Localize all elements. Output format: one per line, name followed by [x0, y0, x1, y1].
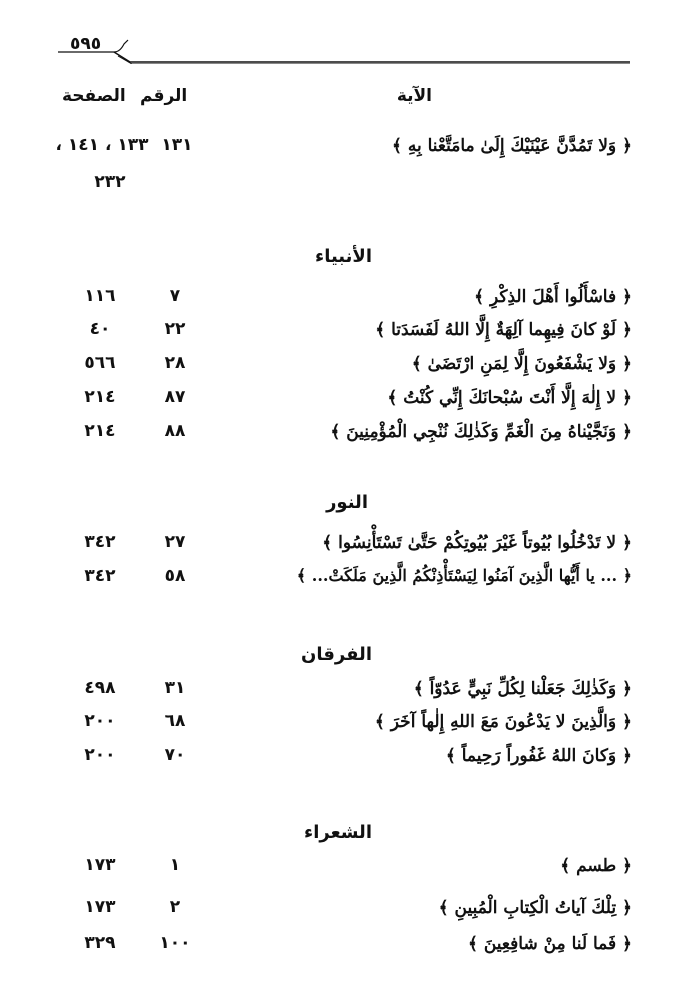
page-ref: ٥٦٦ — [84, 353, 116, 373]
verse-text: ﴿ لا تَدْخُلُوا بُيُوتاً غَيْرَ بُيُوتِكُمْ حَتَّىٰ تَسْتَأْنِسُوا ﴾ — [322, 533, 632, 553]
verse-number: ٧ — [169, 286, 181, 306]
page-ref: ٢٠٠ — [84, 745, 116, 765]
surah-title: النور — [326, 492, 368, 513]
verse-row — [0, 711, 694, 741]
column-header-page: الصفحة — [62, 86, 126, 106]
verse-text: ﴿ ... يا أَيُّها الَّذِينَ آمَنُوا لِيَسْتَأْذِنْكُمُ الَّذِينَ مَلَكَتْ... ﴾ — [296, 566, 632, 585]
verse-number: ١٣١ — [161, 135, 193, 155]
verse-row — [0, 678, 694, 708]
verse-row — [0, 745, 694, 775]
page-ref: ١٧٣ — [84, 855, 116, 875]
page-ref: ٢١٤ — [84, 421, 116, 441]
verse-row — [0, 855, 694, 885]
verse-number: ٨٨ — [164, 421, 186, 441]
verse-row — [0, 319, 694, 349]
verse-row — [0, 532, 694, 562]
verse-number: ١٠٠ — [159, 933, 191, 953]
page-ref: ٣٢٩ — [84, 933, 116, 953]
verse-text: ﴿ لا إِلٰهَ إِلَّا أَنْتَ سُبْحانَكَ إِنِّي كُنْتُ ﴾ — [387, 388, 632, 408]
verse-text: ﴿ فَما لَنا مِنْ شافِعِينَ ﴾ — [467, 934, 632, 954]
verse-number: ٢٧ — [164, 532, 186, 552]
verse-row — [0, 421, 694, 451]
surah-title: الأنبياء — [315, 246, 372, 267]
surah-title: الفرقان — [301, 644, 372, 665]
page-ref: ١٣٣ ، ١٤١ ، — [55, 135, 149, 155]
column-header-verse: الآية — [396, 86, 432, 106]
verse-row — [0, 387, 694, 417]
verse-row — [0, 933, 694, 963]
verse-number: ٣١ — [164, 678, 186, 698]
verse-number: ٦٨ — [164, 711, 186, 731]
verse-text: ﴿ طسم ﴾ — [560, 856, 632, 876]
verse-text: ﴿ وَنَجَّيْناهُ مِنَ الْغَمِّ وَكَذٰلِكَ نُنْجِي الْمُؤْمِنِينَ ﴾ — [330, 422, 632, 442]
verse-text: ﴿ تِلْكَ آياتُ الْكِتابِ الْمُبِينِ ﴾ — [438, 898, 632, 918]
surah-title: الشعراء — [304, 822, 372, 843]
page-ref: ٣٤٢ — [84, 532, 116, 552]
page-ref: ٢١٤ — [84, 387, 116, 407]
verse-number: ١ — [169, 855, 181, 875]
verse-number: ٢٢ — [164, 319, 186, 339]
verse-text: ﴿ وَكَذٰلِكَ جَعَلْنا لِكُلِّ نَبِيٍّ عَدُوّاً ﴾ — [413, 679, 632, 699]
page-ref: ٣٤٢ — [84, 566, 116, 586]
verse-text: ﴿ وَالَّذِينَ لا يَدْعُونَ مَعَ اللهِ إِلٰهاً آخَرَ ﴾ — [374, 712, 632, 732]
page-ref: ١٧٣ — [84, 897, 116, 917]
verse-number: ٨٧ — [164, 387, 186, 407]
verse-row — [0, 135, 694, 165]
page-ref: ٤٩٨ — [84, 678, 116, 698]
page-number: ٥٩٥ — [70, 34, 102, 54]
verse-number: ٧٠ — [164, 745, 186, 765]
verse-text: ﴿ وَلا يَشْفَعُونَ إِلَّا لِمَنِ ارْتَضَىٰ ﴾ — [411, 354, 632, 374]
verse-row — [0, 897, 694, 927]
verse-number: ٥٨ — [164, 566, 186, 586]
column-header-number: الرقم — [140, 86, 188, 106]
verse-row — [0, 566, 694, 596]
page-ref: ٢٠٠ — [84, 711, 116, 731]
verse-number: ٢ — [169, 897, 181, 917]
verse-number: ٢٨ — [164, 353, 186, 373]
verse-text: ﴿ وَكانَ اللهُ غَفُوراً رَحِيماً ﴾ — [445, 746, 632, 766]
page-ref: ٤٠ — [89, 319, 111, 339]
page-ref: ١١٦ — [84, 286, 116, 306]
verse-row — [0, 286, 694, 316]
verse-text: ﴿ لَوْ كانَ فِيهِما آلِهَةٌ إِلَّا اللهُ لَفَسَدَتا ﴾ — [375, 320, 632, 340]
verse-text: ﴿ فاسْأَلُوا أَهْلَ الذِكْرِ ﴾ — [474, 287, 632, 307]
verse-row — [0, 353, 694, 383]
page-ref-continued: ٢٣٢ — [94, 172, 126, 192]
header-rule — [58, 38, 630, 64]
verse-text: ﴿ وَلا تَمُدَّنَّ عَيْنَيْكَ إِلَىٰ مامَتَّعْنا بِهِ ﴾ — [391, 136, 632, 156]
